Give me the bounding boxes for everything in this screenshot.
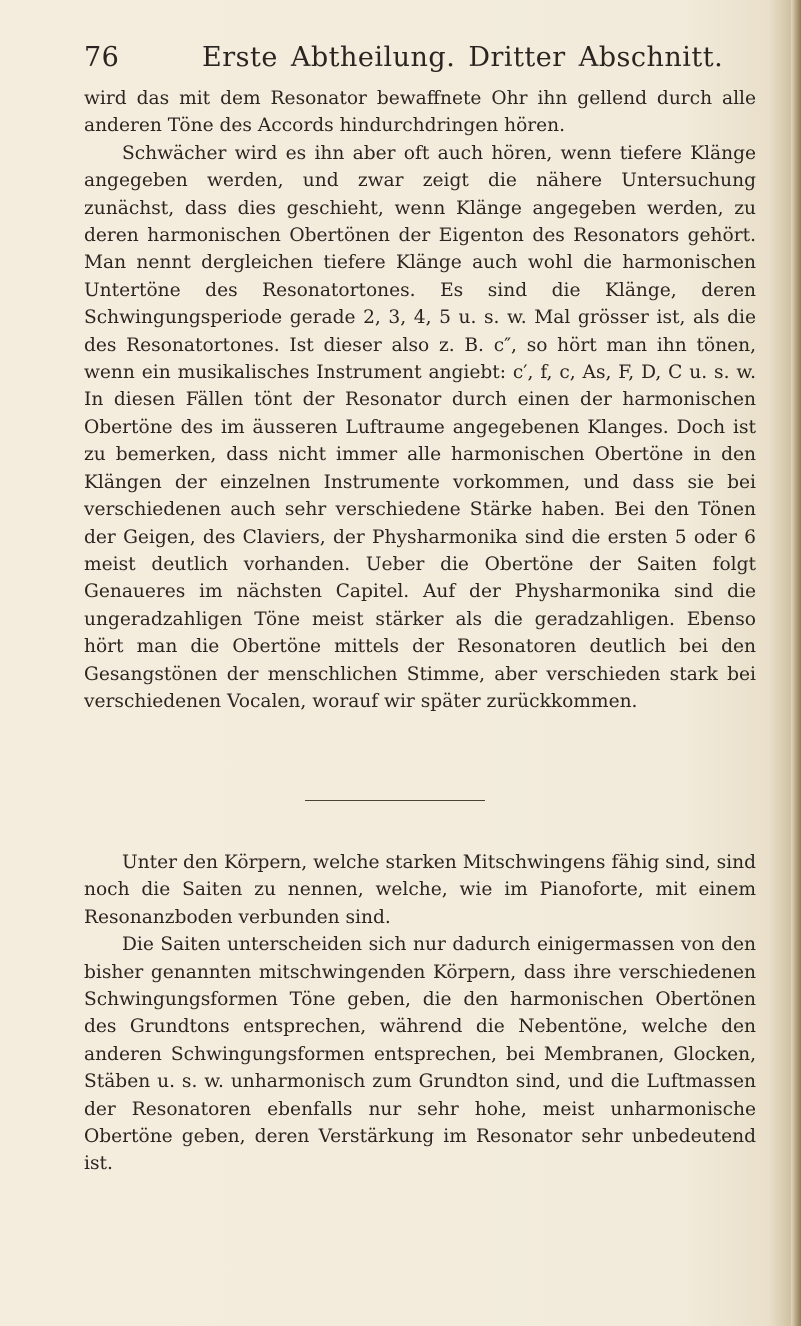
page-number: 76 [84, 42, 120, 73]
paragraph-schwingungsformen: Die Saiten unterscheiden sich nur dadurch einigermassen von den bisher genannten mitschwingenden Körpern, dass ihre verschiedenen Schwingungsformen Töne geben, die den harmonischen Obertönen des Grundtons entsprechen, während die Nebentöne, welche den anderen Schwingungsformen entsprechen, bei Membranen, Glocken, Stäben u. s. w. unharmonisch zum Grundton sind, und die Luftmassen der Resonatoren ebenfalls nur sehr hohe, meist unharmonische Obertöne geben, deren Verstärkung im Resonator sehr unbedeutend ist. [84, 934, 756, 1175]
text-block-2 [84, 849, 756, 1178]
page-edge [791, 0, 801, 1326]
text-block-1 [84, 85, 756, 715]
running-header [84, 42, 764, 82]
paragraph-continuation: wird das mit dem Resonator bewaffnete Ohr ihn gellend durch alle anderen Töne des Accords hindurchdringen hören. [84, 88, 756, 137]
paragraph-saiten: Unter den Körpern, welche starken Mitschwingens fähig sind, sind noch die Saiten zu nennen, welche, wie im Pianoforte, mit einem Resonanzboden verbunden sind. [84, 852, 756, 928]
section-divider [305, 800, 485, 801]
running-title: Erste Abtheilung. Dritter Abschnitt. [202, 42, 724, 73]
paragraph-untertoene: Schwächer wird es ihn aber oft auch hören, wenn tiefere Klänge angegeben werden, und zwar zeigt die nähere Untersuchung zunächst, dass dies geschieht, wenn Klänge angegeben werden, zu deren harmonischen Obertönen der Eigenton des Resonators gehört. Man nennt dergleichen tiefere Klänge auch wohl die harmonischen Untertöne des Resonatortones. Es sind die Klänge, deren Schwingungsperiode gerade 2, 3, 4, 5 u. s. w. Mal grösser ist, als die des Resonatortones. Ist dieser also z. B. c″, so hört man ihn tönen, wenn ein musikalisches Instrument angiebt: c′, f, c, As, F, D, C u. s. w. In diesen Fällen tönt der Resonator durch einen der harmonischen Obertöne des im äusseren Luftraume angegebenen Klanges. Doch ist zu bemerken, dass nicht immer alle harmonischen Obertöne in den Klängen der einzelnen Instrumente vorkommen, und dass sie bei verschiedenen auch sehr verschiedene Stärke haben. Bei den Tönen der Geigen, des Claviers, der Physharmonika sind die ersten 5 oder 6 meist deutlich vorhanden. Ueber die Obertöne der Saiten folgt Genaueres im nächsten Capitel. Auf der Physharmonika sind die ungeradzahligen Töne meist stärker als die geradzahligen. Ebenso hört man die Obertöne mittels der Resonatoren deutlich bei den Gesangstönen der menschlichen Stimme, aber verschieden stark bei verschiedenen Vocalen, worauf wir später zurückkommen. [84, 142, 756, 712]
